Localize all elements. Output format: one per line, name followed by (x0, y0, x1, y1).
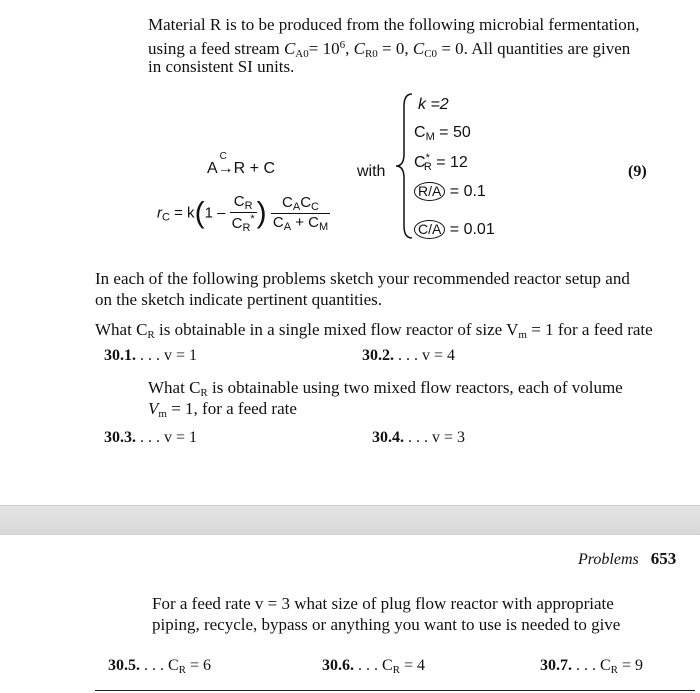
param-crstar (414, 152, 468, 173)
problem-30-6-text: . . . C (354, 657, 393, 674)
param-crstar-star: * (425, 152, 430, 164)
param-k (418, 96, 449, 114)
header-title: Problems (578, 551, 639, 568)
intro-line-2-prefix: using a feed stream (148, 39, 280, 58)
param-cm-c: C (414, 124, 426, 141)
cr-denominator-star: * (250, 213, 255, 225)
problem-30-2-label: 30.2. (362, 347, 394, 364)
problem-30-4 (372, 429, 465, 447)
monod-num-c1: C (282, 194, 293, 211)
monod-num-a: A (292, 201, 301, 213)
with-label: with (357, 163, 386, 180)
reaction-products: R + C (233, 160, 276, 177)
intro-line-3: in consistent SI units. (148, 57, 295, 76)
monod-fraction (271, 194, 330, 233)
param-ca (414, 220, 495, 239)
cr-numerator: C (233, 193, 245, 210)
q2-line2-rest: = 1, for a feed rate (166, 399, 297, 418)
param-ra-circle: R/A (414, 182, 445, 201)
param-k-text: k =2 (418, 96, 449, 113)
q2-sub: R (200, 387, 208, 399)
problem-30-7 (540, 657, 643, 676)
rate-subscript: C (162, 211, 170, 224)
problem-30-7-sub: R (610, 664, 619, 676)
param-cm-val: = 50 (434, 124, 471, 141)
cro-value: = 0, (377, 39, 413, 58)
problem-30-1 (104, 347, 197, 365)
param-ra-val: = 0.1 (445, 183, 486, 200)
param-cm-sub: M (425, 131, 435, 143)
page-header (578, 549, 676, 569)
question-1 (95, 319, 653, 346)
cao-value: = 10 (308, 39, 340, 58)
q1-suffix: = 1 for a feed rate (526, 320, 653, 339)
q2-vsub: m (158, 408, 167, 420)
rate-equals-k: = k (174, 204, 195, 222)
problem-30-5-val: = 6 (186, 657, 212, 674)
reaction-equation: A C →R + C (207, 151, 276, 177)
sep-1: , (345, 39, 354, 58)
problem-30-7-val: = 9 (618, 657, 644, 674)
instructions-line-1: In each of the following problems sketch your recommended reactor setup and (95, 269, 630, 288)
page-number: 653 (650, 549, 677, 568)
monod-num-c2: C (300, 194, 312, 211)
monod-den-plus: + C (291, 214, 319, 231)
problem-30-5-label: 30.5. (108, 657, 140, 674)
param-cm (414, 124, 471, 143)
question-3-line-2: piping, recycle, bypass or anything you want to use is needed to give (152, 615, 621, 634)
rate-expression: $r_C = k(1$ – $\frac{C_R}{C_R^*}$ ) $\frac{C_AC_C}{C_A + C_M}$ (157, 193, 329, 234)
reactant-a: A (207, 160, 218, 177)
problem-30-3-text: . . . v = 1 (136, 429, 198, 446)
bottom-rule (95, 690, 695, 691)
cr-denominator-sub: R (242, 222, 251, 234)
cr-denominator: C (231, 215, 243, 232)
q1-middle: is obtainable in a single mixed flow reactor of size V (154, 320, 519, 339)
q2-prefix: What C (148, 378, 201, 397)
rate-one-minus: 1 – (204, 204, 226, 222)
reaction-catalyst: C (219, 151, 227, 162)
monod-den-m: M (318, 221, 329, 233)
monod-den-c: C (272, 214, 284, 231)
problem-30-4-label: 30.4. (372, 429, 404, 446)
param-crstar-c: C (414, 154, 426, 171)
problem-30-4-text: . . . v = 3 (404, 429, 466, 446)
cao-exponent: 6 (339, 39, 346, 51)
q2-rest: is obtainable using two mixed flow reactors, each of volume (207, 378, 623, 397)
intro-line-1: Material R is to be produced from the following microbial fermentation, (148, 15, 640, 34)
problem-30-5-text: . . . C (140, 657, 179, 674)
problem-30-1-label: 30.1. (104, 347, 136, 364)
problem-30-6-label: 30.6. (322, 657, 354, 674)
param-crstar-val: = 12 (431, 154, 468, 171)
q1-vsub: m (518, 329, 527, 341)
equation-number: (9) (628, 163, 647, 180)
problem-30-6 (322, 657, 425, 676)
problem-30-3 (104, 429, 197, 447)
param-ra (414, 182, 486, 201)
monod-num-c2-sub: C (311, 201, 319, 213)
instructions-line-2: on the sketch indicate pertinent quantities. (95, 290, 383, 309)
cr-numerator-sub: R (244, 200, 253, 212)
problem-30-5-sub: R (178, 664, 187, 676)
monod-den-a: A (283, 221, 292, 233)
page-divider (0, 505, 700, 535)
rate-symbol: r (157, 204, 162, 222)
q1-prefix: What C (95, 320, 148, 339)
problem-30-3-label: 30.3. (104, 429, 136, 446)
problem-30-5 (108, 657, 211, 676)
problem-30-7-label: 30.7. (540, 657, 572, 674)
problem-30-2 (362, 347, 455, 365)
q1-sub: R (147, 329, 155, 341)
param-crstar-sub: R (423, 161, 432, 173)
problem-30-2-text: . . . v = 4 (394, 347, 456, 364)
curly-brace-icon (394, 92, 416, 240)
problem-30-1-text: . . . v = 1 (136, 347, 198, 364)
question-3-line-1: For a feed rate v = 3 what size of plug flow reactor with appropriate (152, 594, 614, 613)
problem-30-6-sub: R (392, 664, 401, 676)
param-ca-circle: C/A (414, 220, 445, 239)
intro-line-2: using a feed stream $C_{A0}= 10^6$, $C_{R0} = 0$, $C_{C0} = 0$. All quantities are given (148, 39, 631, 60)
question-2-line-2 (148, 398, 297, 425)
cco-value: = 0. All quantities are given (437, 39, 631, 58)
problem-30-7-text: . . . C (572, 657, 611, 674)
param-ca-val: = 0.01 (445, 221, 495, 238)
cr-fraction (230, 193, 257, 234)
q2-v: V (148, 399, 159, 418)
problem-30-6-val: = 4 (400, 657, 426, 674)
